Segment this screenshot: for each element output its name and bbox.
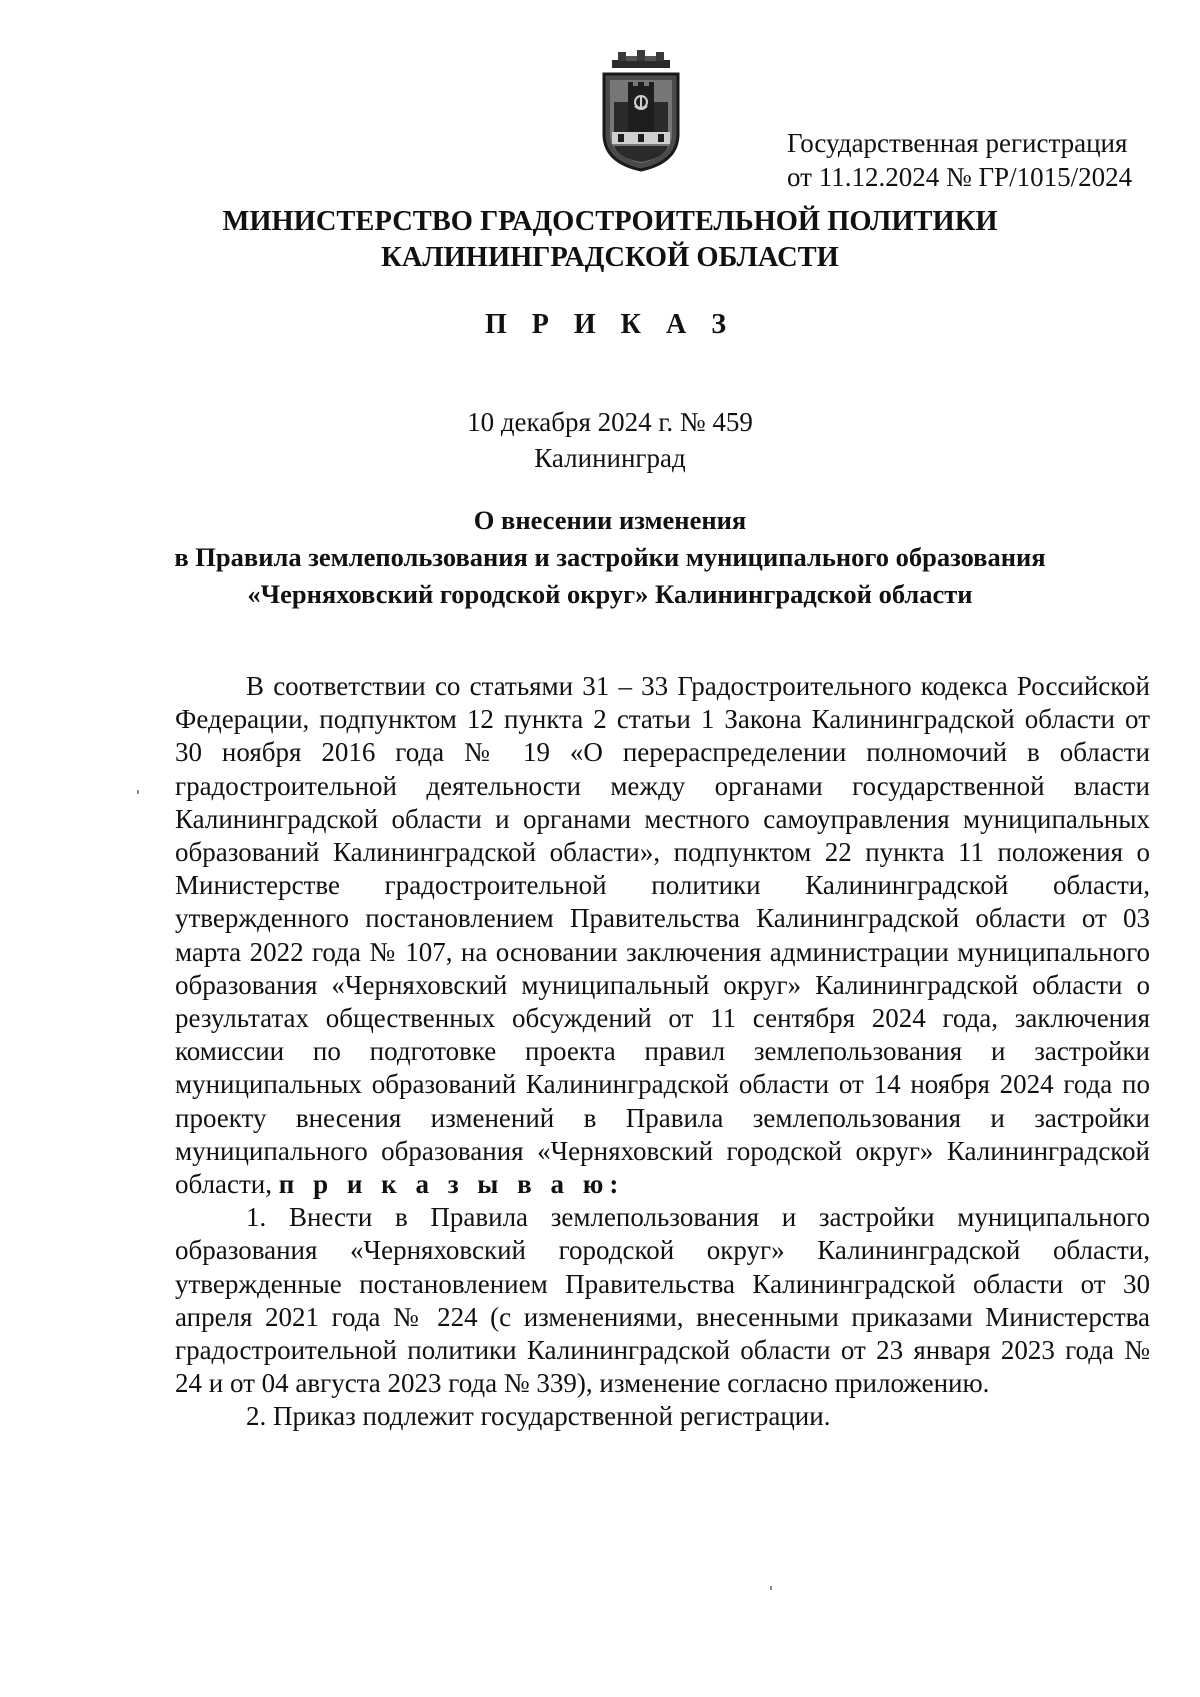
coat-of-arms-icon bbox=[598, 50, 684, 172]
ministry-heading-line1: МИНИСТЕРСТВО ГРАДОСТРОИТЕЛЬНОЙ ПОЛИТИКИ bbox=[222, 206, 998, 237]
order-date-number: 10 декабря 2024 г. № 459 bbox=[467, 407, 753, 437]
subject-line2: в Правила землепользования и застройки муниципального образования bbox=[174, 542, 1046, 572]
scan-speck bbox=[770, 1586, 772, 1590]
order-city: Калининград bbox=[534, 443, 686, 473]
order-word: п р и к а з ы в а ю: bbox=[278, 1169, 625, 1200]
document-type-title: П Р И К А З bbox=[485, 309, 735, 340]
order-subject bbox=[150, 502, 1070, 613]
order-item-1: 1. Внести в Правила землепользования и застройки муниципального образования «Черняховский городской округ» Калининградской области, утвержденные постановлением Правительства Калининградской области от 30 апреля 2021 года № 224 (с изменениями, внесенными приказами Министерства градостроительной политики Калининградской области от 23 января 2023 года № 24 и от 04 августа 2023 года № 339), изменение согласно приложению. bbox=[175, 1202, 1150, 1399]
registration-label: Государственная регистрация bbox=[787, 128, 1128, 158]
scan-speck bbox=[137, 790, 139, 794]
order-item-2: 2. Приказ подлежит государственной регистрации. bbox=[246, 1401, 831, 1432]
subject-line1: О внесении изменения bbox=[473, 505, 747, 535]
ministry-heading bbox=[150, 204, 1070, 276]
ministry-heading-line2: КАЛИНИНГРАДСКОЙ ОБЛАСТИ bbox=[381, 242, 839, 273]
preamble-paragraph bbox=[175, 670, 1150, 1201]
date-and-place bbox=[150, 404, 1070, 476]
preamble-text: В соответствии со статьями 31 – 33 Градостроительного кодекса Российской Федерации, подпунктом 12 пункта 2 статьи 1 Закона Калининградской области от 30 ноября 2016 года № 19 «О перераспределении полномочий в области градостроительной деятельности между органами государственной власти Калининградской области и органами местного самоуправления муниципальных образований Калининградской области», подпунктом 22 пункта 11 положения о Министерстве градостроительной политики Калининградской области, утвержденного постановлением Правительства Калининградской области от 03 марта 2022 года № 107, на основании заключения администрации муниципального образования «Черняховский муниципальный округ» Калининградской области о результатах общественных обсуждений от 11 сентября 2024 года, заключения комиссии по подготовке проекта правил землепользования и застройки муниципальных образований Калининградской области от 14 ноября 2024 года по проекту внесения изменений в Правила землепользования и застройки муниципального образования «Черняховский городской округ» Калининградской области, bbox=[175, 671, 1150, 1200]
state-registration-block bbox=[787, 126, 1132, 194]
order-body bbox=[175, 670, 1150, 1434]
registration-number: от 11.12.2024 № ГР/1015/2024 bbox=[787, 162, 1133, 192]
subject-line3: «Черняховский городской округ» Калининградской области bbox=[247, 579, 973, 609]
